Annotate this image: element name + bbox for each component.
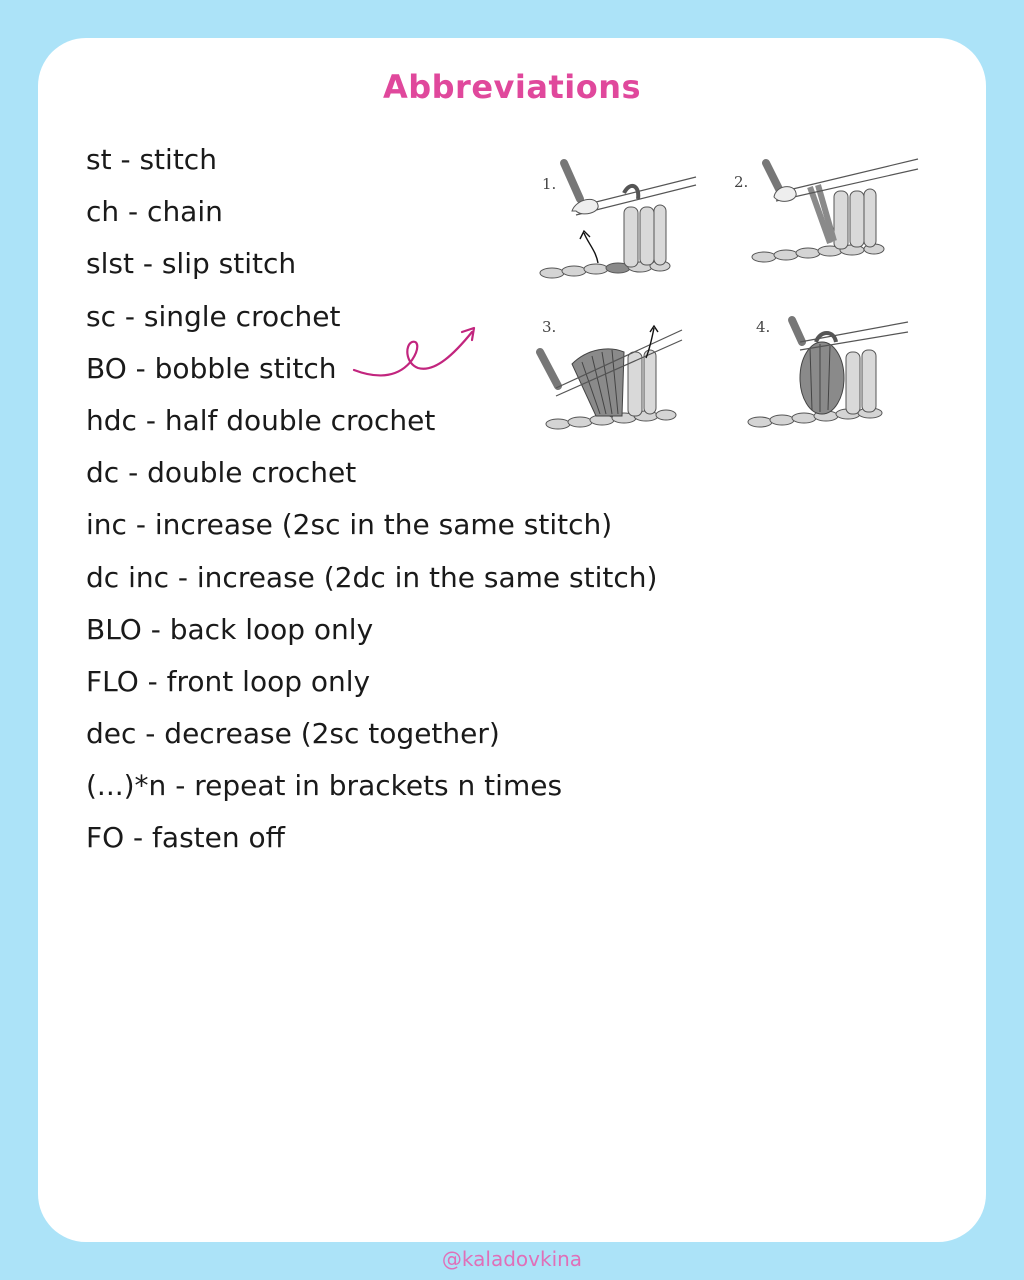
list-item: (...)*n - repeat in brackets n times bbox=[86, 769, 563, 803]
pointer-arrow-icon bbox=[350, 318, 485, 383]
list-item: ch - chain bbox=[86, 195, 223, 229]
list-item: FO - fasten off bbox=[86, 821, 285, 855]
bobble-step-1-diagram bbox=[536, 155, 706, 285]
bobble-step-3-diagram bbox=[536, 312, 686, 437]
list-item: dec - decrease (2sc together) bbox=[86, 717, 500, 751]
bobble-step-2-diagram bbox=[730, 155, 922, 270]
list-item: sc - single crochet bbox=[86, 299, 341, 333]
list-item: BLO - back loop only bbox=[86, 612, 374, 646]
step-label: 3. bbox=[542, 318, 557, 336]
list-item: slst - slip stitch bbox=[86, 247, 297, 281]
list-item: st - stitch bbox=[86, 143, 217, 176]
list-item: dc inc - increase (2dc in the same stitch) bbox=[86, 560, 658, 594]
step-label: 4. bbox=[756, 318, 771, 336]
page-title: Abbreviations bbox=[382, 68, 642, 106]
list-item: FLO - front loop only bbox=[86, 664, 371, 698]
footer-handle: @kaladovkina bbox=[441, 1247, 583, 1271]
list-item: BO - bobble stitch bbox=[86, 351, 337, 385]
step-label: 1. bbox=[542, 175, 557, 193]
step-label: 2. bbox=[734, 173, 749, 191]
list-item: inc - increase (2sc in the same stitch) bbox=[86, 508, 613, 542]
list-item: hdc - half double crochet bbox=[86, 403, 436, 437]
list-item: dc - double crochet bbox=[86, 456, 357, 490]
bobble-step-4-diagram bbox=[746, 312, 912, 437]
